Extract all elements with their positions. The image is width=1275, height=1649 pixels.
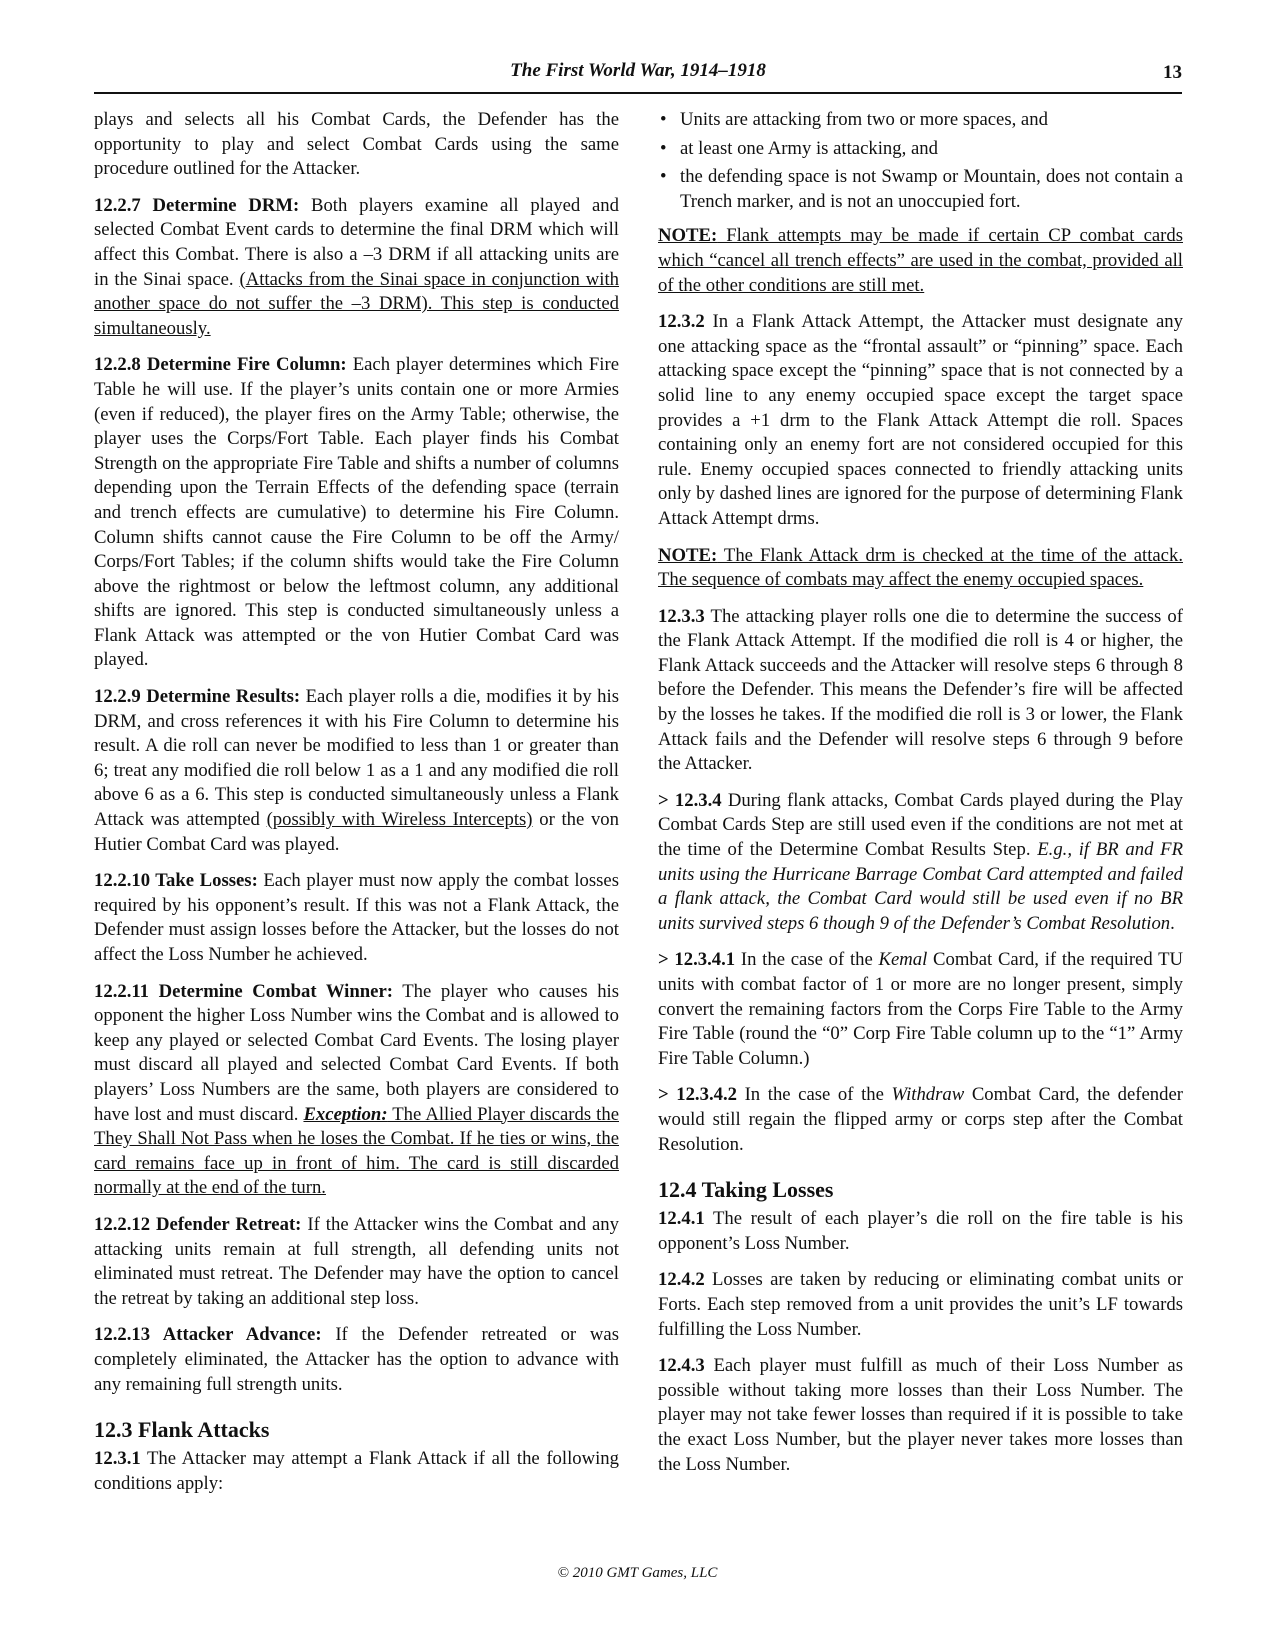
underlined-text: The Allied Player discards the They Shall Not Pass when he loses the Combat. If he ties or wins, the card remains face up in front of him. The card is still discarded normally at the end of the turn. [94,1103,619,1199]
section-heading-flank-attacks: 12.3 Flank Attacks [94,1417,270,1443]
note-label: NOTE: [658,544,718,566]
underlined-text: (possibly with Wireless Intercepts) [266,809,533,831]
rule-12-3-2: 12.3.2 In a Flank Attack Attempt, the Attacker must designate any one attacking space as the “frontal assault” or “pinning” space. Each attacking space except the “pinning” space that is not connected by a solid line to any enemy occupied space except the target space provides a +1 drm to the Flank Attack Attempt die roll. Spaces containing only an enemy fort are not considered occupied for this rule. Enemy occupied spaces connected to friendly attacking units only by dashed lines are ignored for the purpose of determining Flank Attack Attempt drms. [658,311,1183,529]
card-name: Kemal [878,949,928,971]
rule-12-2-11: 12.2.11 Determine Combat Winner: The player who causes his opponent the higher Loss Number wins the Combat and is allowed to keep any played or selected Combat Card Events. The losing player must discard all played and selected Combat Card Events. If both players’ Loss Numbers are the same, both players are considered to have lost and must discard. Exception: The Allied Player discards the They Shall Not Pass when he loses the Combat. If he ties or wins, the card remains face up in front of him. The card is still discarded normally at the end of the turn. [94,980,619,1199]
rule-label: 12.3.2 [658,311,705,333]
rule-12-3-4-1: > 12.3.4.1 In the case of the Kemal Combat Card, if the required TU units with combat factor of 1 or more are no longer present, simply convert the remaining factors from the Corps Fire Table to the Army Fire Table (round the “0” Corp Fire Table column up to the “1” Army Fire Table Column.) [658,949,1183,1069]
list-item: • Units are attacking from two or more spaces, and [658,108,1183,133]
rule-12-2-10: 12.2.10 Take Losses: Each player must now apply the combat losses required by his opponent’s result. If this was not a Flank Attack, the Defender must assign losses before the Attacker, but the losses do not affect the Loss Number he achieved. [94,870,619,965]
rule-12-2-9: 12.2.9 Determine Results: Each player rolls a die, modifies it by his DRM, and cross references it with his Fire Column to determine his result. A die roll can never be modified to less than 1 or greater than 6; treat any modified die roll below 1 as a 1 and any modified die roll above 6 as a 6. This step is conducted simultaneously unless a Flank Attack was attempted (possibly with Wireless Intercepts) or the von Hutier Combat Card was played. [94,686,619,855]
list-item: • the defending space is not Swamp or Mountain, does not contain a Trench marker, and is not an unoccupied fort. [658,165,1183,214]
rule-label: > 12.3.4.1 [658,949,736,971]
note-label: NOTE: [658,225,718,247]
note-flank-attempts: NOTE: Flank attempts may be made if certain CP combat cards which “cancel all trench effects” are used in the combat, provided all of the other conditions are still met. [658,225,1183,296]
rule-12-3-1: 12.3.1 The Attacker may attempt a Flank Attack if all the following conditions apply: [94,1448,619,1494]
italic-example: E.g., if BR and FR units using the Hurricane Barrage Combat Card attempted and failed a flank attack, the Combat Card would still be used even if no BR units survived steps 6 though 9 of the Defender’s Combat Resolution [658,839,1183,934]
note-flank-drm: NOTE: The Flank Attack drm is checked at the time of the attack. The sequence of combats may affect the enemy occupied spaces. [658,544,1183,591]
rule-12-3-4-2: > 12.3.4.2 In the case of the Withdraw Combat Card, the defender would still regain the flipped army or corps step after the Combat Resolution. [658,1084,1183,1155]
rule-label: 12.2.13 Attacker Advance: [94,1324,322,1346]
exception-label: Exception: [303,1103,388,1125]
rule-label: 12.2.8 Determine Fire Column: [94,354,347,376]
list-item: • at least one Army is attacking, and [658,137,1183,162]
rule-12-2-13: 12.2.13 Attacker Advance: If the Defender retreated or was completely eliminated, the Attacker has the option to advance with any remaining full strength units. [94,1324,619,1395]
rule-label: 12.2.12 Defender Retreat: [94,1213,302,1235]
rule-label: 12.4.2 [658,1269,705,1291]
rule-12-2-7: 12.2.7 Determine DRM: Both players examine all played and selected Combat Event cards to determine the final DRM which will affect this Combat. There is also a –3 DRM if all attacking units are in the Sinai space. (Attacks from the Sinai space in conjunction with another space do not suffer the –3 DRM). This step is conducted simultaneously. [94,194,620,339]
rule-12-3-4: > 12.3.4 During flank attacks, Combat Cards played during the Play Combat Cards Step are still used even if the conditions are not met at the time of the Determine Combat Results Step. E.g., if BR and FR units using the Hurricane Barrage Combat Card attempted and failed a flank attack, the Combat Card would still be used even if no BR units survived steps 6 though 9 of the Defender’s Combat Resolution. [658,789,1183,934]
paragraph-continuation: plays and selects all his Combat Cards, the Defender has the opportunity to play and select Combat Cards using the same procedure outlined for the Attacker. [94,109,619,180]
right-column [658,108,1183,1489]
running-title: The First World War, 1914–1918 [510,60,766,81]
rule-label: 12.4.1 [658,1208,705,1230]
section-heading-taking-losses: 12.4 Taking Losses [658,1177,834,1203]
page-footer: © 2010 GMT Games, LLC [557,1565,718,1581]
rule-label: > 12.3.4 [658,789,722,811]
rule-label: 12.2.10 Take Losses: [94,870,258,892]
page-number: 13 [1163,62,1182,83]
rule-label: 12.3.3 [658,605,705,627]
underlined-text: (Attacks from the Sinai space in conjunction with another space do not suffer the –3 DRM). This step is conducted simultaneously. [94,268,620,339]
rule-label: 12.2.7 Determine DRM: [94,194,300,216]
conditions-list [658,108,1183,214]
rule-label: 12.3.1 [94,1448,141,1470]
rule-label: 12.2.9 Determine Results: [94,686,301,708]
rule-12-2-12: 12.2.12 Defender Retreat: If the Attacker wins the Combat and any attacking units remain at full strength, all defending units not eliminated must retreat. The Defender may have the option to cancel the retreat by taking an additional step loss. [94,1213,619,1309]
rule-12-3-3: 12.3.3 The attacking player rolls one die to determine the success of the Flank Attack Attempt. If the modified die roll is 4 or higher, the Flank Attack succeeds and the Attacker will resolve steps 6 through 8 before the Defender. This means the Defender’s fire will be affected by the losses he takes. If the modified die roll is 3 or lower, the Flank Attack fails and the Defender will resolve steps 6 through 9 before the Attacker. [658,605,1183,775]
page-header [94,56,1182,94]
rule-12-4-2: 12.4.2 Losses are taken by reducing or eliminating combat units or Forts. Each step removed from a unit provides the unit’s LF towards fulfilling the Loss Number. [658,1269,1183,1340]
card-name: Withdraw [891,1084,965,1106]
rule-label: 12.2.11 Determine Combat Winner: [94,980,393,1002]
left-column [94,108,619,1508]
rule-12-4-1: 12.4.1 The result of each player’s die roll on the fire table is his opponent’s Loss Number. [658,1208,1183,1254]
rule-label: 12.4.3 [658,1355,705,1377]
rule-12-2-8: 12.2.8 Determine Fire Column: Each player determines which Fire Table he will use. If the player’s units contain one or more Armies (even if reduced), the player fires on the Army Table; otherwise, the player uses the Corps/Fort Table. Each player finds his Combat Strength on the appropriate Fire Table and shifts a number of columns depending upon the Terrain Effects of the defending space (terrain and trench effects are cumulative) to determine his Fire Column. Column shifts cannot cause the Fire Column to be off the Army/ Corps/Fort Tables; if the column shifts would take the Fire Column above the rightmost or below the leftmost column, any additional shifts are ignored. This step is conducted simultaneously unless a Flank Attack was attempted or the von Hutier Combat Card was played. [94,354,619,671]
rule-12-4-3: 12.4.3 Each player must fulfill as much of their Loss Number as possible without taking more losses than their Loss Number. The player may not take fewer losses than required if it is possible to take the exact Loss Number, but the player never takes more losses than the Loss Number. [658,1355,1183,1475]
rule-label: > 12.3.4.2 [658,1084,737,1106]
